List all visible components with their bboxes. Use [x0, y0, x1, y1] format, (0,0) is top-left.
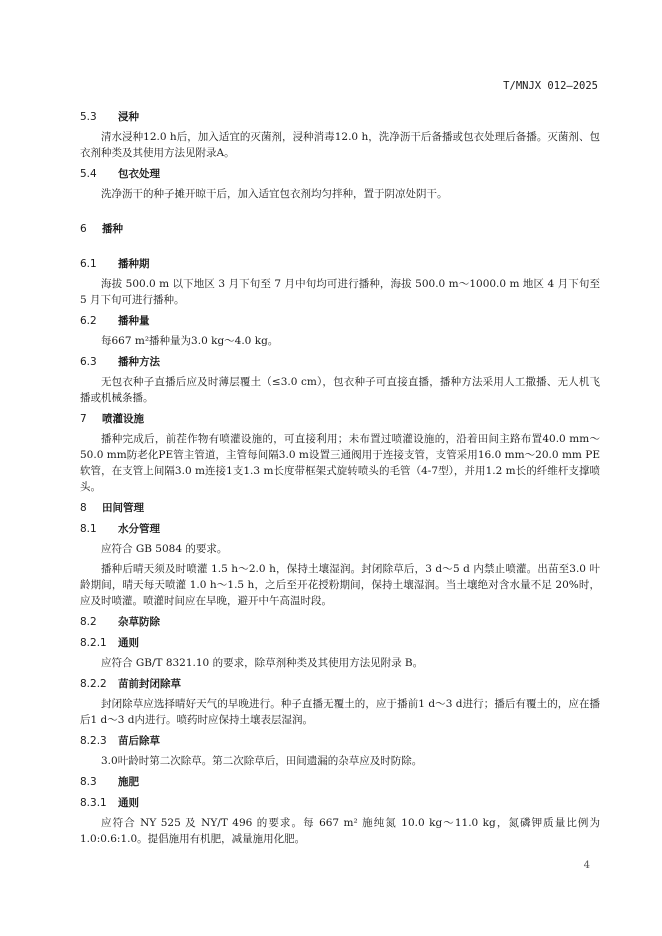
- heading-6-3: [80, 355, 600, 370]
- heading-title: 包衣处理: [118, 168, 160, 180]
- heading-title: 苗后除草: [118, 735, 160, 747]
- heading-number: 6: [80, 223, 87, 235]
- heading-7: [80, 412, 600, 427]
- heading-title: 杂草防除: [118, 616, 160, 628]
- document-body: [80, 104, 600, 851]
- heading-8-2-3: [80, 734, 600, 749]
- heading-5-4: [80, 167, 600, 182]
- heading-number: 8.2: [80, 616, 97, 628]
- heading-number: 8.1: [80, 523, 97, 535]
- heading-number: 8.2.1: [80, 637, 107, 649]
- heading-number: 8.3: [80, 776, 97, 788]
- paragraph: 封闭除草应选择晴好天气的早晚进行。种子直播无覆土的，应于播前1 d～3 d进行；播后有覆土的，应在播后1 d～3 d内进行。喷药时应保持土壤表层湿润。: [80, 698, 600, 726]
- heading-5-3: [80, 110, 600, 125]
- heading-title: 播种: [102, 223, 123, 235]
- heading-8-1: [80, 522, 600, 537]
- heading-6: [80, 222, 600, 237]
- paragraph: 应符合 NY 525 及 NY/T 496 的要求。每 667 m² 施纯氮 10.0 kg～11.0 kg，氮磷钾质量比例为 1.0:0.6:1.0。提倡施用有机肥，减量施用化肥。: [80, 817, 600, 845]
- paragraph: 无包衣种子直播后应及时薄层覆土（≤3.0 cm），包衣种子可直接直播，播种方法采用人工撒播、无人机飞播或机械条播。: [80, 376, 600, 404]
- heading-title: 田间管理: [102, 502, 144, 514]
- heading-title: 水分管理: [118, 523, 160, 535]
- paragraph: 播种后晴天须及时喷灌 1.5 h～2.0 h，保持土壤湿润。封闭除草后，3 d～5 d 内禁止喷灌。出苗至3.0 叶龄期间，晴天每天喷灌 1.0 h～1.5 h，之后至开花授粉期间，保持土壤湿润。当土壤绝对含水量不足 20%时，应及时喷灌。喷灌时间应在早晚，避开中午高温时段。: [80, 563, 600, 607]
- heading-number: 5.4: [80, 168, 97, 180]
- heading-6-2: [80, 314, 600, 329]
- paragraph: 海拔 500.0 m 以下地区 3 月下旬至 7 月中旬均可进行播种，海拔 500.0 m～1000.0 m 地区 4 月下旬至 5 月下旬可进行播种。: [80, 278, 600, 306]
- heading-8-2-2: [80, 677, 600, 692]
- heading-title: 施肥: [118, 776, 139, 788]
- heading-number: 8.2.2: [80, 678, 107, 690]
- heading-title: 浸种: [118, 111, 139, 123]
- heading-title: 喷灌设施: [102, 413, 144, 425]
- heading-number: 8.2.3: [80, 735, 107, 747]
- heading-8-3: [80, 775, 600, 790]
- heading-number: 8: [80, 502, 87, 514]
- heading-8-2-1: [80, 636, 600, 651]
- heading-title: 苗前封闭除草: [118, 678, 181, 690]
- heading-8: [80, 501, 600, 516]
- paragraph: 应符合 GB 5084 的要求。: [101, 543, 228, 555]
- heading-number: 6.3: [80, 356, 97, 368]
- heading-6-1: [80, 257, 600, 272]
- paragraph: 应符合 GB/T 8321.10 的要求，除草剂种类及其使用方法见附录 B。: [101, 657, 424, 669]
- page-number: 4: [583, 860, 590, 871]
- paragraph: 3.0叶龄时第二次除草。第二次除草后，田间遗漏的杂草应及时防除。: [101, 755, 423, 767]
- paragraph: 每667 m²播种量为3.0 kg～4.0 kg。: [101, 335, 279, 347]
- heading-number: 7: [80, 413, 87, 425]
- paragraph: 播种完成后，前茬作物有喷灌设施的，可直接利用；未布置过喷灌设施的，沿着田间主路布置40.0 mm～50.0 mm防老化PE管主管道，主管每间隔3.0 m设置三通阀用于连接支管，支管采用16.0 mm～20.0 mm PE软管，在支管上间隔3.0 m连接1支1.3 m长度带框架式旋转喷头的毛管（4-7型），并用1.2 m长的纤维杆支撑喷头。: [80, 433, 600, 493]
- document-code: T/MNJX 012—2025: [503, 80, 598, 92]
- heading-title: 通则: [118, 637, 139, 649]
- heading-title: 播种方法: [118, 356, 160, 368]
- heading-number: 8.3.1: [80, 797, 107, 809]
- heading-number: 6.2: [80, 315, 97, 327]
- heading-8-3-1: [80, 796, 600, 811]
- heading-title: 播种量: [118, 315, 150, 327]
- paragraph: 洗净沥干的种子摊开晾干后，加入适宜包衣剂均匀拌种，置于阴凉处阴干。: [101, 188, 448, 200]
- heading-title: 播种期: [118, 258, 150, 270]
- heading-title: 通则: [118, 797, 139, 809]
- heading-8-2: [80, 615, 600, 630]
- paragraph: 清水浸种12.0 h后，加入适宜的灭菌剂，浸种消毒12.0 h，洗净沥干后备播或包衣处理后备播。灭菌剂、包衣剂种类及其使用方法见附录A。: [80, 131, 600, 159]
- heading-number: 6.1: [80, 258, 97, 270]
- heading-number: 5.3: [80, 111, 97, 123]
